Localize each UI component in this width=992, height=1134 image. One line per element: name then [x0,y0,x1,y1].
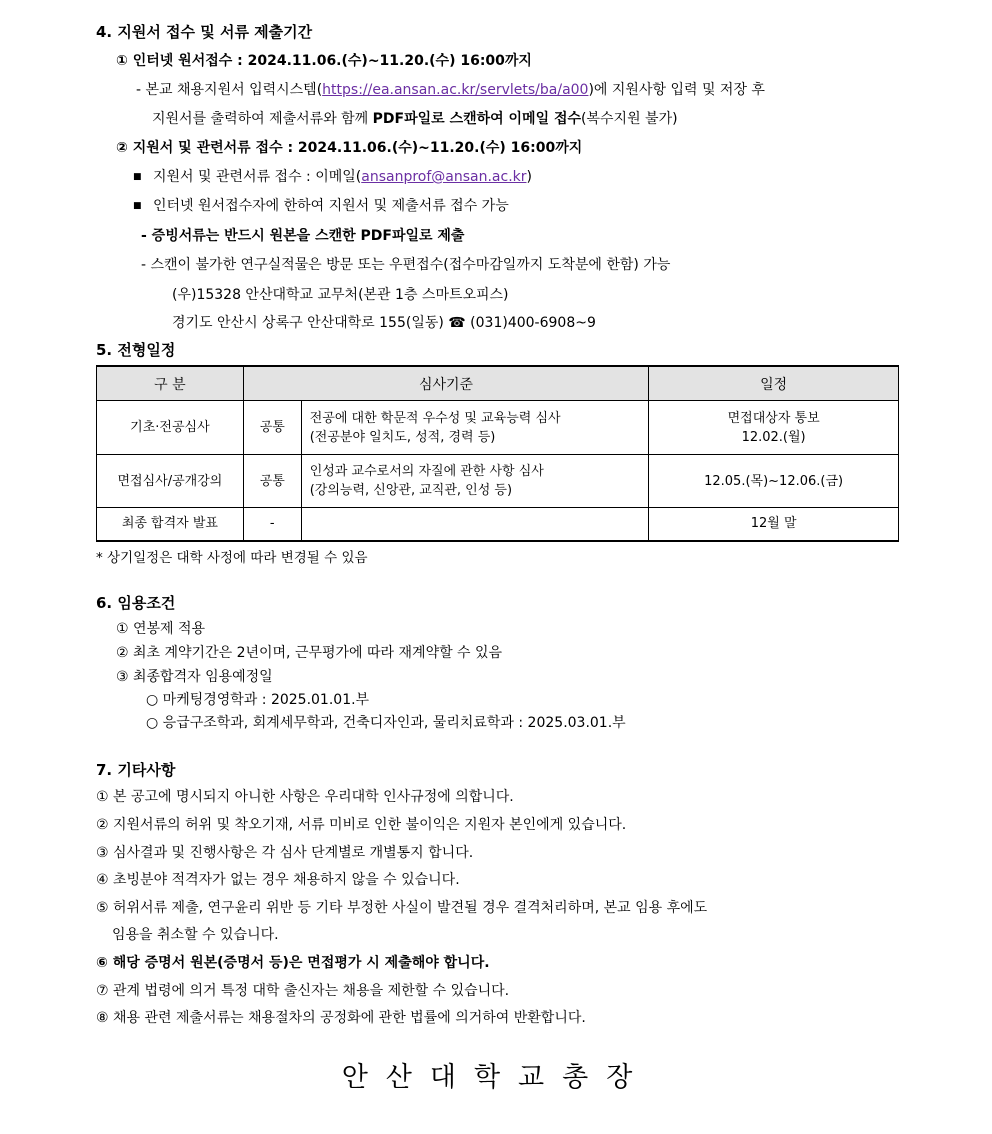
bullet2-text: 인터넷 원서접수자에 한하여 지원서 및 제출서류 접수 가능 [153,198,509,214]
criteria-line2: (전공분야 일치도, 성적, 경력 등) [309,429,496,445]
row-name: 면접심사/공개강의 [97,455,244,508]
section6-item3: ③ 최종합격자 임용예정일 [116,669,273,685]
section4-bullet2 [133,196,509,216]
section4-dash2: - 스캔이 불가한 연구실적물은 방문 또는 우편접수(접수마감일까지 도착분에 한함) 가능 [141,257,671,273]
schedule-table [96,365,899,542]
desc2-text-a: 지원서를 출력하여 제출서류와 함께 [152,111,373,127]
criteria-line2: (강의능력, 신앙관, 교직관, 인성 등) [309,483,513,498]
phone-icon: ☎ [448,315,466,331]
section7-item4: ④ 초빙분야 적격자가 없는 경우 채용하지 않을 수 있습니다. [96,872,460,888]
row-name: 기초·전공심사 [97,401,244,455]
section5-title: 5. 전형일정 [96,341,176,359]
schedule-note: * 상기일정은 대학 사정에 따라 변경될 수 있음 [96,550,368,566]
section4-title: 4. 지원서 접수 및 서류 제출기간 [96,23,313,41]
table-header-row [97,366,899,401]
row-criteria [301,508,649,541]
header-criteria: 심사기준 [243,366,648,401]
square-bullet-icon: ■ [133,201,142,211]
row-name: 최종 합격자 발표 [97,508,244,541]
section7-item3: ③ 심사결과 및 진행사항은 각 심사 단계별로 개별통지 합니다. [96,845,474,861]
section7-item7: ⑦ 관계 법령에 의거 특정 대학 출신자는 채용을 제한할 수 있습니다. [96,983,510,999]
section7-item8: ⑧ 채용 관련 제출서류는 채용절차의 공정화에 관한 법률에 의거하여 반환합니다. [96,1010,586,1026]
address-text: 경기도 안산시 상록구 안산대학로 155(일동) [172,315,449,331]
section7-item1: ① 본 공고에 명시되지 아니한 사항은 우리대학 인사규정에 의합니다. [96,789,514,805]
table-row [97,508,899,541]
application-system-link[interactable]: https://ea.ansan.ac.kr/servlets/ba/a00 [322,82,589,98]
section6-sub1: ○ 마케팅경영학과 : 2025.01.01.부 [146,692,370,708]
section7-item2: ② 지원서류의 허위 및 착오기재, 서류 미비로 인한 불이익은 지원자 본인에게 있습니다. [96,817,627,833]
section6-title: 6. 임용조건 [96,594,176,612]
desc2-text-c: (복수지원 불가) [581,111,678,127]
section4-item1-desc [136,80,765,100]
header-category: 구 분 [97,366,244,401]
section4-dash1: - 증빙서류는 반드시 원본을 스캔한 PDF파일로 제출 [141,228,465,244]
section4-bullet1 [133,167,532,187]
email-link[interactable]: ansanprof@ansan.ac.kr [361,169,527,185]
date-line2: 12.02.(월) [741,429,806,445]
section6-sub2: ○ 응급구조학과, 회계세무학과, 건축디자인과, 물리치료학과 : 2025.03.01.부 [146,715,626,731]
section6-item1: ① 연봉제 적용 [116,621,206,637]
section7-item5-cont: 임용을 취소할 수 있습니다. [112,927,279,943]
row-date: 12월 말 [649,508,899,541]
desc-text-b: )에 지원사항 입력 및 저장 후 [588,82,765,98]
row-date: 12.05.(목)~12.06.(금) [649,455,899,508]
square-bullet-icon: ■ [133,172,142,182]
criteria-line1: 전공에 대한 학문적 우수성 및 교육능력 심사 [309,410,561,426]
table-row [97,455,899,508]
row-type: - [243,508,301,541]
criteria-line1: 인성과 교수로서의 자질에 관한 사항 심사 [309,464,544,479]
row-type: 공통 [243,455,301,508]
president-signature: 안산대학교총장 [341,1062,651,1093]
desc-text-a: - 본교 채용지원서 입력시스템( [136,82,323,98]
section7-item6: ⑥ 해당 증명서 원본(증명서 등)은 면접평가 시 제출해야 합니다. [96,955,490,971]
section7-title: 7. 기타사항 [96,761,176,779]
row-criteria [301,455,649,508]
section4-item1: ① 인터넷 원서접수 : 2024.11.06.(수)~11.20.(수) 16:00까지 [116,53,532,69]
bullet1-text-b: ) [526,169,532,185]
row-date [649,401,899,455]
phone-number: (031)400-6908~9 [465,315,596,331]
section7-item5: ⑤ 허위서류 제출, 연구윤리 위반 등 기타 부정한 사실이 발견될 경우 결격처리하며, 본교 임용 후에도 [96,900,708,916]
date-line1: 면접대상자 통보 [727,410,820,426]
section6-item2: ② 최초 계약기간은 2년이며, 근무평가에 따라 재계약할 수 있음 [116,645,503,661]
desc2-text-bold: PDF파일로 스캔하여 이메일 접수 [372,111,582,127]
section4-item2: ② 지원서 및 관련서류 접수 : 2024.11.06.(수)~11.20.(수) 16:00까지 [116,140,583,156]
row-criteria [301,401,649,455]
table-row [97,401,899,455]
address-line1: (우)15328 안산대학교 교무처(본관 1층 스마트오피스) [172,287,509,303]
section4-item1-desc2 [152,109,678,129]
address-line2 [172,313,596,333]
row-type: 공통 [243,401,301,455]
bullet1-text-a: 지원서 및 관련서류 접수 : 이메일( [153,169,362,185]
header-schedule: 일정 [649,366,899,401]
